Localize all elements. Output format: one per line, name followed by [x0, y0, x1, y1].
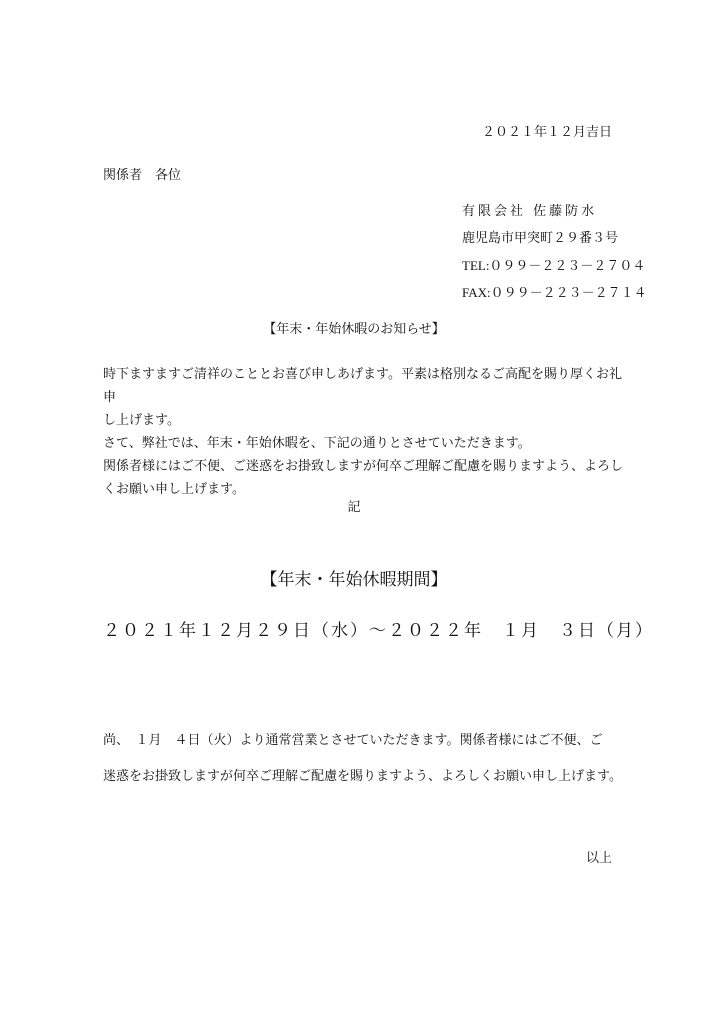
body-line: 時下ますますご清祥のこととお喜び申しあげます。平素は格別なるご高配を賜り厚くお礼申 [103, 367, 622, 405]
note-line: 迷惑をお掛致しますが何卒ご理解ご配慮を賜りますよう、よろしくお願い申し上げます。 [103, 769, 622, 784]
body-text [103, 363, 633, 501]
note-line: 尚、 １月 ４日（火）より通常営業とさせていただきます。関係者様にはご不便、ご [103, 733, 603, 748]
sender-fax: FAX:０９９－２２３－２７１４ [462, 285, 647, 300]
period-title: 【年末・年始休暇期間】 [260, 570, 448, 590]
body-line: くお願い申し上げます。 [103, 482, 245, 497]
body-line: さて、弊社では、年末・年始休暇を、下記の通りとさせていただきます。 [103, 436, 531, 451]
sender-tel: TEL:０９９－２２３－２７０４ [462, 258, 646, 273]
note-text [103, 716, 633, 801]
body-line: 関係者様にはご不便、ご迷惑をお掛致しますが何卒ご理解ご配慮を賜りますよう、よろし [103, 459, 624, 474]
closing-word: 以上 [585, 851, 612, 866]
notice-title: 【年末・年始休暇のお知らせ】 [263, 322, 445, 337]
ki-heading: 記 [347, 500, 361, 515]
body-line: し上げます。 [103, 413, 180, 428]
sender-address: 鹿児島市甲突町２９番３号 [462, 231, 619, 246]
addressee: 関係者 各位 [103, 168, 182, 183]
sender-block [462, 204, 647, 312]
sender-company: 有限会社 佐藤防水 [462, 204, 598, 219]
document-date: ２０２１年１２月吉日 [481, 125, 612, 140]
holiday-period: ２０２１年１２月２９日（水）～２０２２年 １月 ３日（月） [103, 621, 654, 641]
